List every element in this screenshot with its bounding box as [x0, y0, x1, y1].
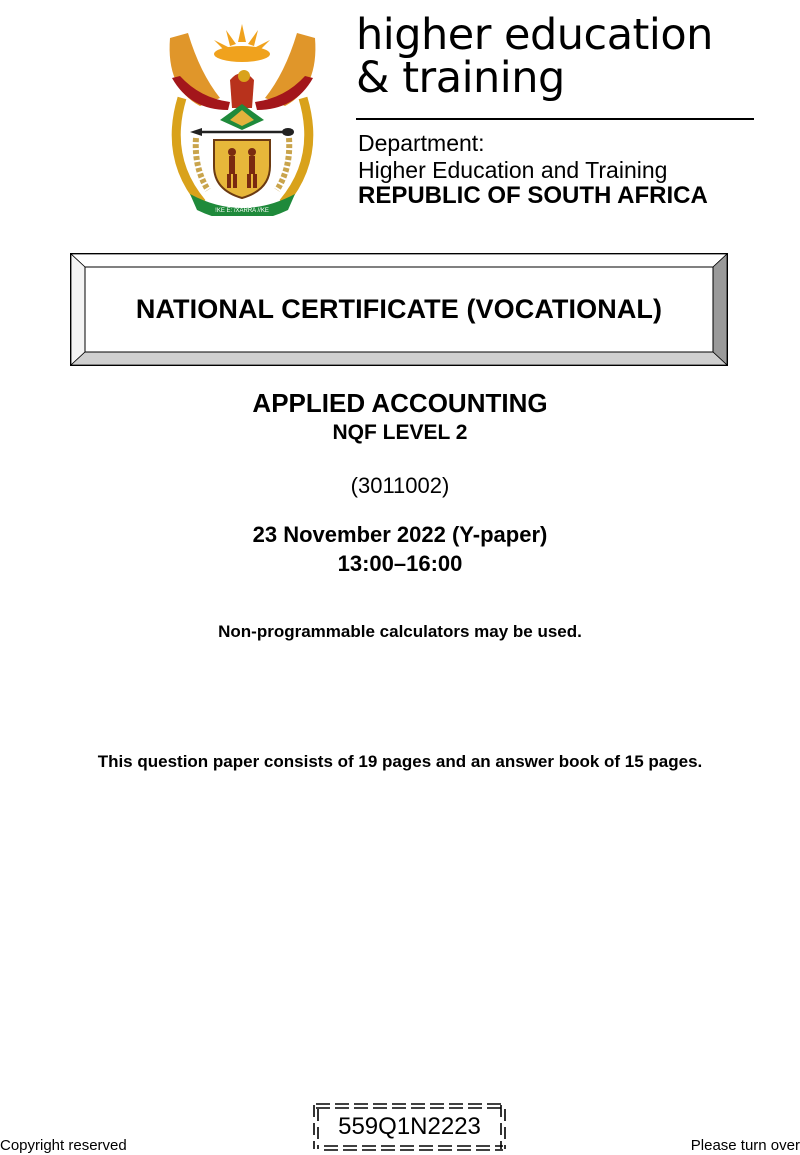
subject-code: (3011002)	[350, 473, 450, 498]
crest-motto: !KE E: /XARRA //KE	[215, 208, 269, 214]
exam-time: 13:00–16:00	[337, 551, 463, 576]
paper-code: 559Q1N2223	[338, 1113, 481, 1140]
exam-date: 23 November 2022 (Y-paper)	[252, 522, 548, 547]
certificate-title: NATIONAL CERTIFICATE (VOCATIONAL)	[135, 294, 663, 324]
pages-note: This question paper consists of 19 pages and an answer book of 15 pages.	[97, 752, 703, 771]
logo-line-training: & training	[356, 53, 565, 103]
certificate-banner	[70, 253, 728, 366]
turn-over-notice: Please turn over	[690, 1137, 800, 1154]
copyright-notice: Copyright reserved	[0, 1137, 127, 1154]
coat-of-arms-icon	[160, 18, 325, 216]
nqf-level: NQF LEVEL 2	[332, 421, 468, 444]
logo-line-higher-education: higher education	[356, 10, 713, 60]
department-name: Higher Education and Training	[358, 157, 668, 183]
paper-code-box	[312, 1101, 507, 1153]
country-name: REPUBLIC OF SOUTH AFRICA	[358, 182, 708, 209]
subject-title: APPLIED ACCOUNTING	[252, 388, 548, 418]
department-logo	[356, 10, 756, 209]
logo-divider	[356, 118, 754, 120]
calculator-note: Non-programmable calculators may be used.	[218, 622, 582, 641]
department-label: Department:	[358, 130, 485, 156]
